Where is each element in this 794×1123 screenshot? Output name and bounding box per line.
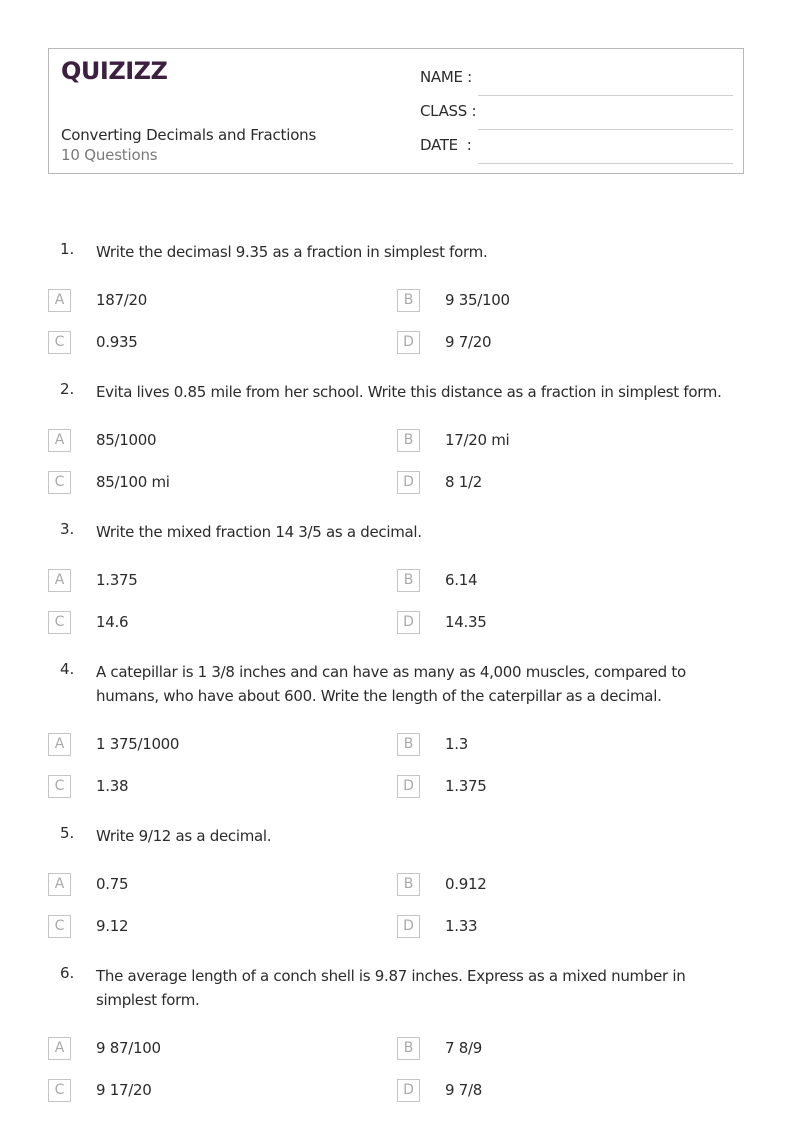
option-text: 85/1000 bbox=[96, 431, 157, 449]
question-text: Write the decimasl 9.35 as a fraction in simplest form. bbox=[96, 243, 488, 261]
option-text: 0.935 bbox=[96, 333, 138, 351]
name-line[interactable] bbox=[478, 95, 733, 96]
question-number: 3. bbox=[60, 520, 75, 538]
option-letter: D bbox=[397, 775, 420, 798]
class-field[interactable] bbox=[420, 102, 733, 124]
option-letter: A bbox=[48, 429, 71, 452]
option-text: 85/100 mi bbox=[96, 473, 170, 491]
option-text: 1.3 bbox=[445, 735, 468, 753]
option-text: 0.75 bbox=[96, 875, 129, 893]
option-letter: B bbox=[397, 289, 420, 312]
option-letter: C bbox=[48, 611, 71, 634]
question-number: 5. bbox=[60, 824, 75, 842]
option-text: 9 87/100 bbox=[96, 1039, 161, 1057]
option-letter: A bbox=[48, 1037, 71, 1060]
option-letter: C bbox=[48, 1079, 71, 1102]
option-letter: B bbox=[397, 1037, 420, 1060]
option-text: 187/20 bbox=[96, 291, 147, 309]
name-field[interactable] bbox=[420, 68, 733, 90]
option-letter: D bbox=[397, 915, 420, 938]
option-letter: A bbox=[48, 289, 71, 312]
option-letter: D bbox=[397, 471, 420, 494]
worksheet-header bbox=[48, 48, 744, 174]
question-number: 6. bbox=[60, 964, 75, 982]
option-text: 1.375 bbox=[96, 571, 138, 589]
option-text: 6.14 bbox=[445, 571, 478, 589]
question-count: 10 Questions bbox=[61, 146, 158, 164]
name-label: NAME : bbox=[420, 68, 472, 86]
option-letter: A bbox=[48, 873, 71, 896]
date-label: DATE : bbox=[420, 136, 472, 154]
option-letter: B bbox=[397, 569, 420, 592]
option-text: 1.38 bbox=[96, 777, 129, 795]
option-letter: B bbox=[397, 873, 420, 896]
option-text: 1.33 bbox=[445, 917, 478, 935]
option-letter: A bbox=[48, 569, 71, 592]
option-letter: B bbox=[397, 733, 420, 756]
option-text: 9.12 bbox=[96, 917, 129, 935]
option-text: 0.912 bbox=[445, 875, 487, 893]
option-text: 9 7/8 bbox=[445, 1081, 482, 1099]
option-text: 9 17/20 bbox=[96, 1081, 152, 1099]
option-text: 14.35 bbox=[445, 613, 487, 631]
option-letter: A bbox=[48, 733, 71, 756]
option-text: 8 1/2 bbox=[445, 473, 482, 491]
option-letter: C bbox=[48, 775, 71, 798]
option-text: 7 8/9 bbox=[445, 1039, 482, 1057]
class-label: CLASS : bbox=[420, 102, 477, 120]
option-letter: D bbox=[397, 1079, 420, 1102]
question-text: Evita lives 0.85 mile from her school. Write this distance as a fraction in simplest form. bbox=[96, 383, 722, 401]
option-letter: D bbox=[397, 611, 420, 634]
question-number: 1. bbox=[60, 240, 75, 258]
option-text: 1 375/1000 bbox=[96, 735, 180, 753]
question-number: 2. bbox=[60, 380, 75, 398]
option-text: 9 35/100 bbox=[445, 291, 510, 309]
option-text: 1.375 bbox=[445, 777, 487, 795]
question-text: A catepillar is 1 3/8 inches and can have as many as 4,000 muscles, compared to humans, who have about 600. Write the length of the caterpillar as a decimal. bbox=[96, 663, 686, 705]
option-text: 9 7/20 bbox=[445, 333, 492, 351]
class-line[interactable] bbox=[478, 129, 733, 130]
question-text: Write the mixed fraction 14 3/5 as a decimal. bbox=[96, 523, 422, 541]
option-letter: B bbox=[397, 429, 420, 452]
option-text: 14.6 bbox=[96, 613, 129, 631]
option-text: 17/20 mi bbox=[445, 431, 510, 449]
date-field[interactable] bbox=[420, 136, 733, 158]
question-number: 4. bbox=[60, 660, 75, 678]
question-text: The average length of a conch shell is 9.87 inches. Express as a mixed number in simplest form. bbox=[96, 967, 686, 1009]
option-letter: C bbox=[48, 471, 71, 494]
question-text: Write 9/12 as a decimal. bbox=[96, 827, 272, 845]
option-letter: C bbox=[48, 915, 71, 938]
quizizz-logo: QUIZIZZ bbox=[61, 57, 168, 85]
option-letter: D bbox=[397, 331, 420, 354]
option-letter: C bbox=[48, 331, 71, 354]
date-line[interactable] bbox=[478, 163, 733, 164]
worksheet-title: Converting Decimals and Fractions bbox=[61, 126, 317, 144]
